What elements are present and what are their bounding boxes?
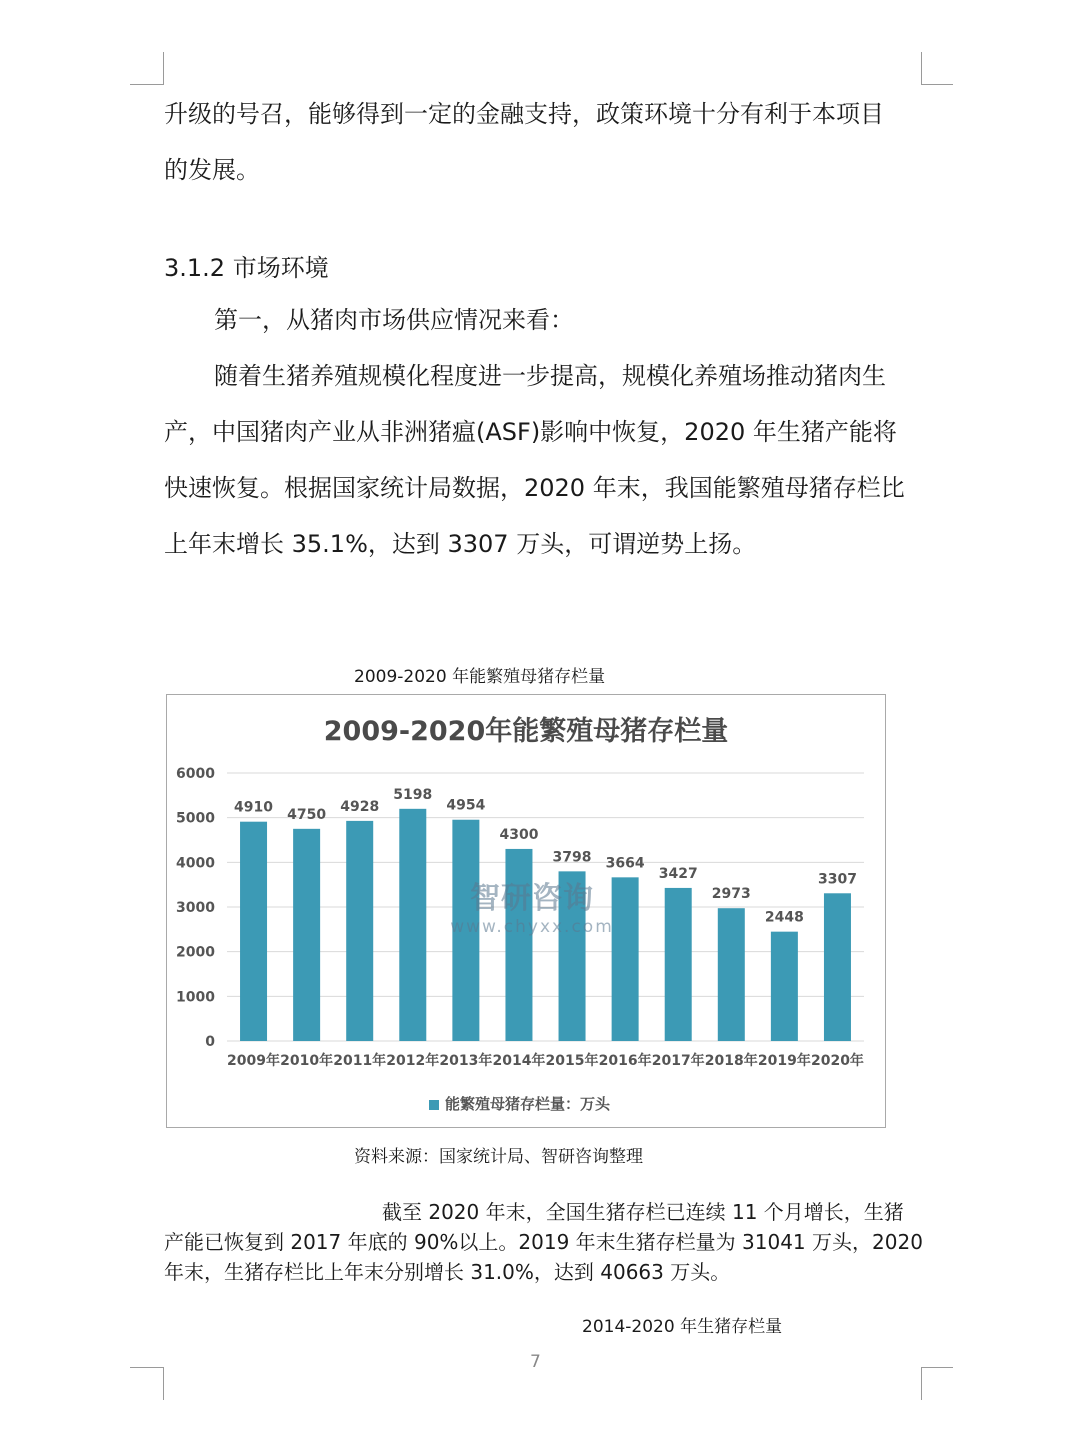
data-label: 4954 [446,797,486,814]
x-tick-label: 2013年 [439,1053,493,1069]
paragraph-1-line-2: 的发展。 [164,156,260,184]
data-label: 2448 [764,909,804,926]
watermark-main: 智研咨询 [470,881,594,916]
x-tick-label: 2015年 [545,1053,599,1069]
x-tick-label: 2016年 [598,1053,652,1069]
data-label: 3798 [552,849,592,866]
legend-swatch [429,1100,439,1110]
data-label: 4750 [287,806,327,823]
y-tick-label: 3000 [176,900,215,916]
page-number: 7 [530,1352,541,1372]
paragraph-4-line-3: 年末，生猪存栏比上年末分别增长 31.0%，达到 40663 万头。 [164,1260,731,1284]
crop-mark-bl-h [130,1367,164,1368]
section-heading: 3.1.2 市场环境 [164,254,329,282]
x-tick-label: 2010年 [280,1053,334,1069]
bar [718,908,745,1041]
x-tick-label: 2019年 [757,1053,811,1069]
watermark [427,873,637,937]
figure-1-caption: 2009-2020 年能繁殖母猪存栏量 [354,667,606,687]
paragraph-3-line-3: 快速恢复。根据国家统计局数据，2020 年末，我国能繁殖母猪存栏比 [164,474,905,502]
paragraph-2: 第一，从猪肉市场供应情况来看： [214,306,574,334]
paragraph-3-line-1: 随着生猪养殖规模化程度进一步提高，规模化养殖场推动猪肉生 [214,362,886,390]
x-tick-label: 2011年 [333,1053,387,1069]
chart-legend [429,1093,610,1114]
paragraph-4-line-2: 产能已恢复到 2017 年底的 90%以上。2019 年末生猪存栏量为 31041 万头，2020 [164,1230,923,1254]
data-label: 3664 [605,855,645,872]
data-label: 4910 [234,799,274,816]
crop-mark-bl-v [163,1367,164,1400]
crop-mark-br-h [921,1367,953,1368]
x-tick-label: 2012年 [386,1053,440,1069]
data-label: 4300 [499,826,539,843]
data-label: 5198 [393,786,433,803]
x-tick-label: 2017年 [651,1053,705,1069]
watermark-url: www.chyxx.com [450,917,614,937]
bar [665,888,692,1041]
bar [824,893,851,1041]
x-tick-label: 2014年 [492,1053,546,1069]
data-label: 3427 [658,865,698,882]
bar [399,809,426,1041]
chart-frame [166,694,886,1128]
data-label: 4928 [340,798,380,815]
x-tick-label: 2018年 [704,1053,758,1069]
bar [771,932,798,1041]
y-tick-label: 0 [205,1034,215,1050]
x-tick-label: 2020年 [810,1053,864,1069]
crop-mark-tl-h [130,84,164,85]
bar [293,829,320,1041]
paragraph-3-line-4: 上年末增长 35.1%，达到 3307 万头，可谓逆势上扬。 [164,530,757,558]
data-label: 3307 [817,871,857,888]
paragraph-1-line-1: 升级的号召，能够得到一定的金融支持，政策环境十分有利于本项目 [164,100,884,128]
data-label: 2973 [711,886,751,903]
y-tick-label: 4000 [176,855,215,872]
crop-mark-br-v [921,1367,922,1400]
crop-mark-tr-h [921,84,953,85]
y-tick-label: 5000 [176,810,215,827]
crop-mark-tl-v [163,52,164,85]
figure-2-caption: 2014-2020 年生猪存栏量 [582,1317,783,1337]
legend-label: 能繁殖母猪存栏量：万头 [445,1095,611,1113]
paragraph-3-line-2: 产，中国猪肉产业从非洲猪瘟(ASF)影响中恢复，2020 年生猪产能将 [164,418,897,446]
crop-mark-tr-v [921,52,922,85]
x-tick-label: 2009年 [227,1053,281,1069]
chart-title: 2009-2020年能繁殖母猪存栏量 [323,716,729,747]
y-tick-label: 1000 [176,989,215,1006]
paragraph-4-line-1: 截至 2020 年末，全国生猪存栏已连续 11 个月增长，生猪 [382,1200,904,1224]
figure-1-source: 资料来源：国家统计局、智研咨询整理 [354,1147,643,1167]
bar [240,822,267,1041]
y-tick-label: 6000 [176,766,215,782]
bar [346,821,373,1041]
y-tick-label: 2000 [176,944,215,961]
